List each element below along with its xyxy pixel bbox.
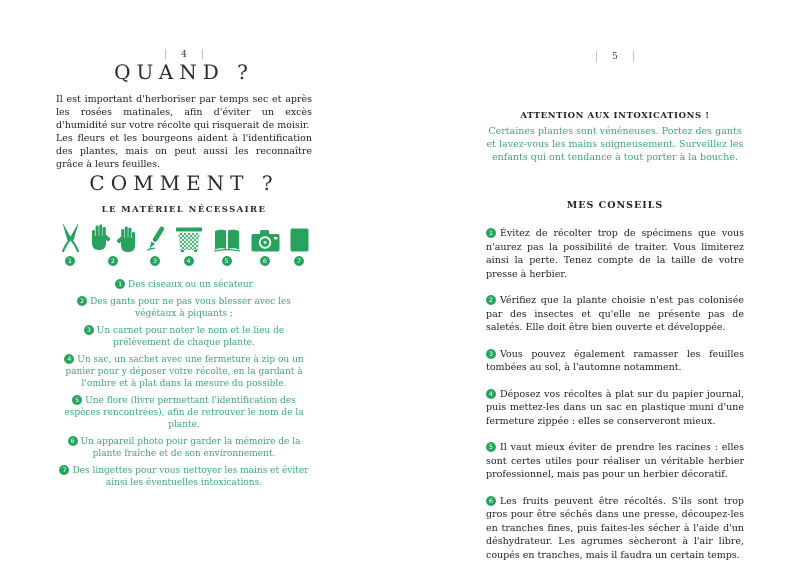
item-text: Un sac, un sachet avec une fermeture à zip ou un panier pour y déposer votre récolte, en la gardant à l'ombre et à plat dans la mesure du possible.	[65, 355, 304, 389]
section-title-quand: QUAND ?	[114, 60, 254, 84]
item-number-badge: 3	[486, 349, 496, 359]
section-title-comment: COMMENT ?	[89, 171, 279, 195]
item-number-badge: 5	[72, 395, 82, 405]
icon-group-book	[213, 228, 241, 266]
item-text: Un appareil photo pour garder la mémoire de la plante fraîche et de son environnement.	[80, 437, 301, 459]
advice-title: MES CONSEILS	[566, 200, 664, 211]
page-number-right	[486, 51, 744, 62]
page-number-rule	[596, 51, 597, 62]
advice-item	[486, 495, 744, 563]
icon-number-badge: 7	[294, 256, 304, 266]
wipes-icon	[290, 228, 309, 252]
icon-group-shears	[60, 224, 81, 266]
icon-group-gloves	[91, 224, 136, 266]
page-left	[56, 0, 312, 494]
flora-book-icon	[213, 228, 241, 252]
materiel-icons-row	[56, 224, 312, 266]
materiel-list	[56, 279, 312, 489]
item-number-badge: 7	[59, 465, 69, 475]
advice-list	[486, 227, 744, 562]
item-text: Des ciseaux ou un sécateur	[128, 280, 253, 290]
page-number: 4	[181, 49, 187, 60]
page-number-rule	[633, 51, 634, 62]
item-number-badge: 4	[486, 389, 496, 399]
camera-icon	[251, 229, 280, 252]
basket-icon	[175, 226, 203, 252]
item-text: Déposez vos récoltes à plat sur du papier journal, puis mettez-les dans un sac en plastique muni d'une fermeture zippée : elles se conserveront mieux.	[486, 388, 744, 427]
intro-text	[56, 93, 312, 171]
list-item	[56, 325, 312, 349]
list-item	[56, 395, 312, 431]
item-number-badge: 1	[486, 228, 496, 238]
item-text: Des lingettes pour vous nettoyer les mains et éviter ainsi les éventuelles intoxications.	[72, 466, 309, 488]
list-item	[56, 436, 312, 460]
pruning-shears-icon	[60, 224, 81, 252]
intro-paragraph: Les fleurs et les bourgeons aident à l'identification des plantes, mais on peut aussi les reconnaître grâce à leurs feuilles.	[56, 133, 312, 170]
page-number: 5	[612, 51, 618, 62]
page-number-rule	[202, 49, 203, 60]
item-number-badge: 1	[115, 279, 125, 289]
item-number-badge: 3	[84, 325, 94, 335]
page-right	[486, 0, 744, 575]
item-number-badge: 2	[486, 295, 496, 305]
advice-item	[486, 388, 744, 429]
item-text: Vous pouvez également ramasser les feuilles tombées au sol, à l'automne notamment.	[486, 348, 744, 373]
advice-item	[486, 441, 744, 482]
item-text: Vérifiez que la plante choisie n'est pas colonisée par des insectes et qu'elle ne présente pas de saletés. Elle doit être bien ouverte et développée.	[486, 295, 744, 333]
list-item	[56, 279, 312, 291]
item-text: Un carnet pour noter le nom et le lieu de prélèvement de chaque plante.	[96, 326, 285, 348]
list-item	[56, 465, 312, 489]
icon-number-badge: 1	[65, 256, 75, 266]
list-item	[56, 354, 312, 390]
intro-paragraph: Il est important d'herboriser par temps sec et après les rosées matinales, afin d'éviter un excès d'humidité sur votre récolte qui risquerait de moisir.	[56, 94, 312, 131]
item-text: Évitez de récolter trop de spécimens que vous n'aurez pas la possibilité de traiter. Vous limiterez ainsi la perte. Tenez compte de la taille de votre presse à herbier.	[486, 228, 744, 280]
item-number-badge: 6	[68, 436, 78, 446]
materiel-subtitle: LE MATÉRIEL NÉCESSAIRE	[101, 205, 267, 215]
icon-number-badge: 6	[260, 256, 270, 266]
icon-group-wipes	[290, 228, 309, 266]
item-text: Il vaut mieux éviter de prendre les racines : elles sont certes utiles pour réaliser un véritable herbier professionnel, mais pas pour un herbier décoratif.	[486, 442, 744, 480]
icon-number-badge: 3	[150, 256, 160, 266]
icon-group-camera	[251, 229, 280, 266]
page-number-left	[56, 49, 312, 60]
icon-number-badge: 4	[184, 256, 194, 266]
item-text: Les fruits peuvent être récoltés. S'ils sont trop gros pour être séchés dans une presse, découpez-les en tranches fines, puis faites-les sécher à l'aide d'un déshydrateur. Les agrumes sècheront à l'air libre, coupés en tranches, mais il faudra un certain temps.	[486, 495, 744, 561]
item-number-badge: 2	[77, 296, 87, 306]
pencil-icon	[146, 224, 165, 252]
item-text: Une flore (livre permettant l'identification des espèces rencontrées), afin de retrouver le nom de la plante.	[64, 396, 304, 430]
item-number-badge: 4	[64, 354, 74, 364]
gloves-icon	[91, 224, 136, 252]
list-item	[56, 296, 312, 320]
advice-item	[486, 227, 744, 281]
item-number-badge: 6	[486, 496, 496, 506]
icon-number-badge: 2	[108, 256, 118, 266]
icon-group-pencil	[146, 224, 165, 266]
icon-number-badge: 5	[222, 256, 232, 266]
page-number-rule	[165, 49, 166, 60]
warning-text: Certaines plantes sont vénéneuses. Portez des gants et lavez-vous les mains soigneusement. Surveillez les enfants qui ont tendance à tout porter à la bouche.	[486, 126, 744, 163]
icon-group-basket	[175, 226, 203, 266]
item-number-badge: 5	[486, 442, 496, 452]
advice-item	[486, 348, 744, 375]
item-text: Des gants pour ne pas vous blesser avec les végétaux à piquants ;	[90, 297, 291, 319]
warning-title: ATTENTION AUX INTOXICATIONS !	[520, 111, 710, 121]
advice-item	[486, 294, 744, 335]
